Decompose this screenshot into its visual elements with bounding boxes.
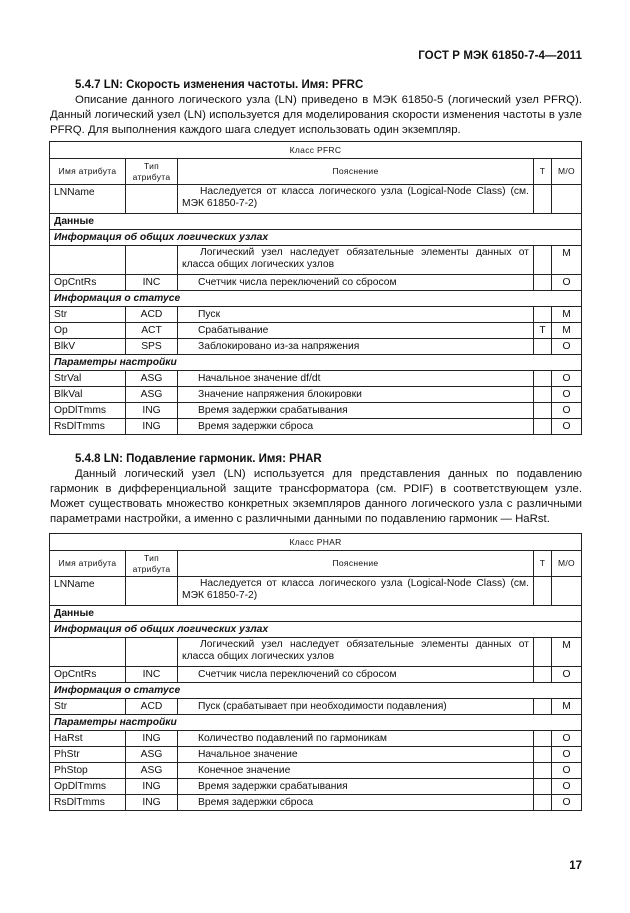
section-phar — [50, 453, 582, 527]
col-header-type: Тип атрибута — [126, 159, 178, 185]
table-pfrc — [49, 141, 582, 435]
cell-desc: Время задержки срабатывания — [178, 779, 534, 795]
cell-desc: Наследуется от класса логического узла (Logical-Node Class) (см. МЭК 61850-7-2) — [182, 186, 529, 209]
cell-desc: Начальное значение df/dt — [178, 371, 534, 387]
cell-mo: O — [551, 747, 581, 763]
cell-name: BlkV — [50, 339, 126, 355]
group-label: Параметры настройки — [50, 355, 582, 371]
table-row — [50, 275, 582, 291]
group-row — [50, 683, 582, 699]
cell-name: OpDlTmms — [50, 403, 126, 419]
col-header-name: Имя атрибута — [50, 159, 126, 185]
section-title: 5.4.8 LN: Подавление гармоник. Имя: PHAR — [75, 453, 322, 465]
cell-mo: O — [551, 667, 581, 683]
cell-mo: O — [551, 779, 581, 795]
cell-type: INC — [126, 667, 178, 683]
table-row — [50, 185, 582, 214]
cell-name: OpCntRs — [50, 275, 126, 291]
group-row — [50, 214, 582, 230]
table-row — [50, 779, 582, 795]
cell-desc: Время задержки срабатывания — [178, 403, 534, 419]
table-caption: Класс PFRC — [50, 142, 582, 159]
table-row — [50, 419, 582, 435]
cell-type: ASG — [126, 747, 178, 763]
col-header-t: T — [533, 551, 551, 577]
group-label: Информация об общих логических узлах — [50, 230, 582, 246]
table-row — [50, 577, 582, 606]
table-row — [50, 371, 582, 387]
cell-desc: Пуск — [178, 307, 534, 323]
section-title: 5.4.7 LN: Скорость изменения частоты. Имя: PFRC — [75, 79, 364, 91]
cell-mo: O — [551, 795, 581, 811]
table-row — [50, 403, 582, 419]
cell-t — [533, 339, 551, 355]
cell-desc: Логический узел наследует обязательные элементы данных от класса общих логических узлов — [182, 247, 529, 270]
col-header-t: T — [533, 159, 551, 185]
cell-mo: O — [551, 387, 581, 403]
cell-mo: M — [551, 307, 581, 323]
group-label: Информация об общих логических узлах — [50, 622, 582, 638]
group-label: Информация о статусе — [50, 291, 582, 307]
cell-mo: O — [551, 419, 581, 435]
col-header-desc: Пояснение — [178, 159, 534, 185]
cell-mo: M — [551, 699, 581, 715]
cell-desc: Срабатывание — [178, 323, 534, 339]
group-label: Информация о статусе — [50, 683, 582, 699]
cell-desc: Конечное значение — [178, 763, 534, 779]
col-header-type: Тип атрибута — [126, 551, 178, 577]
table-row — [50, 246, 582, 275]
group-label: Данные — [50, 606, 582, 622]
col-header-desc: Пояснение — [178, 551, 534, 577]
table-row — [50, 667, 582, 683]
group-row — [50, 291, 582, 307]
cell-desc: Значение напряжения блокировки — [178, 387, 534, 403]
cell-desc: Время задержки сброса — [178, 419, 534, 435]
cell-mo: O — [551, 339, 581, 355]
section-text: Описание данного логического узла (LN) приведено в МЭК 61850-5 (логический узел PFRQ). Данный логический узел (LN) используется для моделирования скорости изменения частоты в узле PFRQ. Для выполнения каждого шага следует использовать один экземпляр. — [50, 94, 582, 136]
cell-name: BlkVal — [50, 387, 126, 403]
cell-t — [533, 731, 551, 747]
section-text: Данный логический узел (LN) используется для представления данных по подавлению гармоник в дифференциальной защите трансформатора (см. PDIF) в соответствующем узле. Может существовать множество конкретных экземпляров данного логического узла с различными параметрами настройки, а именно с различными данными по подавлению гармоник — HaRst. — [50, 468, 582, 525]
table-row — [50, 307, 582, 323]
cell-mo: O — [551, 763, 581, 779]
table-phar — [49, 533, 582, 811]
cell-mo: O — [551, 371, 581, 387]
cell-t — [533, 699, 551, 715]
cell-desc: Количество подавлений по гармоникам — [178, 731, 534, 747]
cell-type: ING — [126, 731, 178, 747]
cell-name: LNName — [50, 577, 126, 606]
document-header: ГОСТ Р МЭК 61850-7-4—2011 — [418, 50, 582, 62]
cell-t — [533, 275, 551, 291]
group-row — [50, 606, 582, 622]
cell-type: INC — [126, 275, 178, 291]
cell-t — [533, 779, 551, 795]
group-row — [50, 355, 582, 371]
cell-mo: O — [551, 731, 581, 747]
cell-t — [533, 403, 551, 419]
cell-type: ACD — [126, 699, 178, 715]
cell-mo: M — [551, 638, 581, 667]
cell-type: ASG — [126, 387, 178, 403]
group-label: Данные — [50, 214, 582, 230]
table-row — [50, 747, 582, 763]
cell-type: ASG — [126, 371, 178, 387]
cell-t — [533, 371, 551, 387]
table-row — [50, 387, 582, 403]
cell-t — [533, 795, 551, 811]
section-pfrc — [50, 79, 582, 138]
cell-desc: Начальное значение — [178, 747, 534, 763]
page-number: 17 — [569, 860, 582, 872]
table-row — [50, 638, 582, 667]
cell-name: PhStr — [50, 747, 126, 763]
cell-type: ACD — [126, 307, 178, 323]
cell-name: Op — [50, 323, 126, 339]
group-row — [50, 622, 582, 638]
cell-desc: Логический узел наследует обязательные элементы данных от класса общих логических узлов — [182, 639, 529, 662]
cell-t — [533, 419, 551, 435]
cell-mo: M — [551, 323, 581, 339]
cell-name: OpDlTmms — [50, 779, 126, 795]
cell-mo: O — [551, 275, 581, 291]
cell-name: Str — [50, 307, 126, 323]
group-row — [50, 230, 582, 246]
cell-type: ING — [126, 779, 178, 795]
table-row — [50, 339, 582, 355]
cell-name: PhStop — [50, 763, 126, 779]
cell-name: StrVal — [50, 371, 126, 387]
cell-type: ING — [126, 419, 178, 435]
cell-desc: Пуск (срабатывает при необходимости подавления) — [178, 699, 534, 715]
group-row — [50, 715, 582, 731]
cell-desc: Наследуется от класса логического узла (Logical-Node Class) (см. МЭК 61850-7-2) — [182, 578, 529, 601]
cell-type: ING — [126, 403, 178, 419]
cell-name: Str — [50, 699, 126, 715]
cell-name: RsDlTmms — [50, 795, 126, 811]
col-header-mo: М/О — [551, 159, 581, 185]
group-label: Параметры настройки — [50, 715, 582, 731]
cell-mo: O — [551, 403, 581, 419]
cell-type: ING — [126, 795, 178, 811]
cell-t — [533, 667, 551, 683]
cell-name: OpCntRs — [50, 667, 126, 683]
cell-mo: M — [551, 246, 581, 275]
table-row — [50, 763, 582, 779]
cell-t — [533, 307, 551, 323]
cell-type: SPS — [126, 339, 178, 355]
cell-desc: Счетчик числа переключений со сбросом — [178, 667, 534, 683]
table-caption: Класс PHAR — [50, 534, 582, 551]
cell-name: RsDlTmms — [50, 419, 126, 435]
cell-t — [533, 747, 551, 763]
cell-desc: Заблокировано из-за напряжения — [178, 339, 534, 355]
cell-t — [533, 387, 551, 403]
col-header-mo: М/О — [551, 551, 581, 577]
table-row — [50, 699, 582, 715]
col-header-name: Имя атрибута — [50, 551, 126, 577]
cell-desc: Время задержки сброса — [178, 795, 534, 811]
table-row — [50, 323, 582, 339]
table-row — [50, 795, 582, 811]
cell-desc: Счетчик числа переключений со сбросом — [178, 275, 534, 291]
cell-type: ASG — [126, 763, 178, 779]
cell-name: HaRst — [50, 731, 126, 747]
cell-type: ACT — [126, 323, 178, 339]
cell-t: T — [533, 323, 551, 339]
table-row — [50, 731, 582, 747]
cell-t — [533, 763, 551, 779]
cell-name: LNName — [50, 185, 126, 214]
